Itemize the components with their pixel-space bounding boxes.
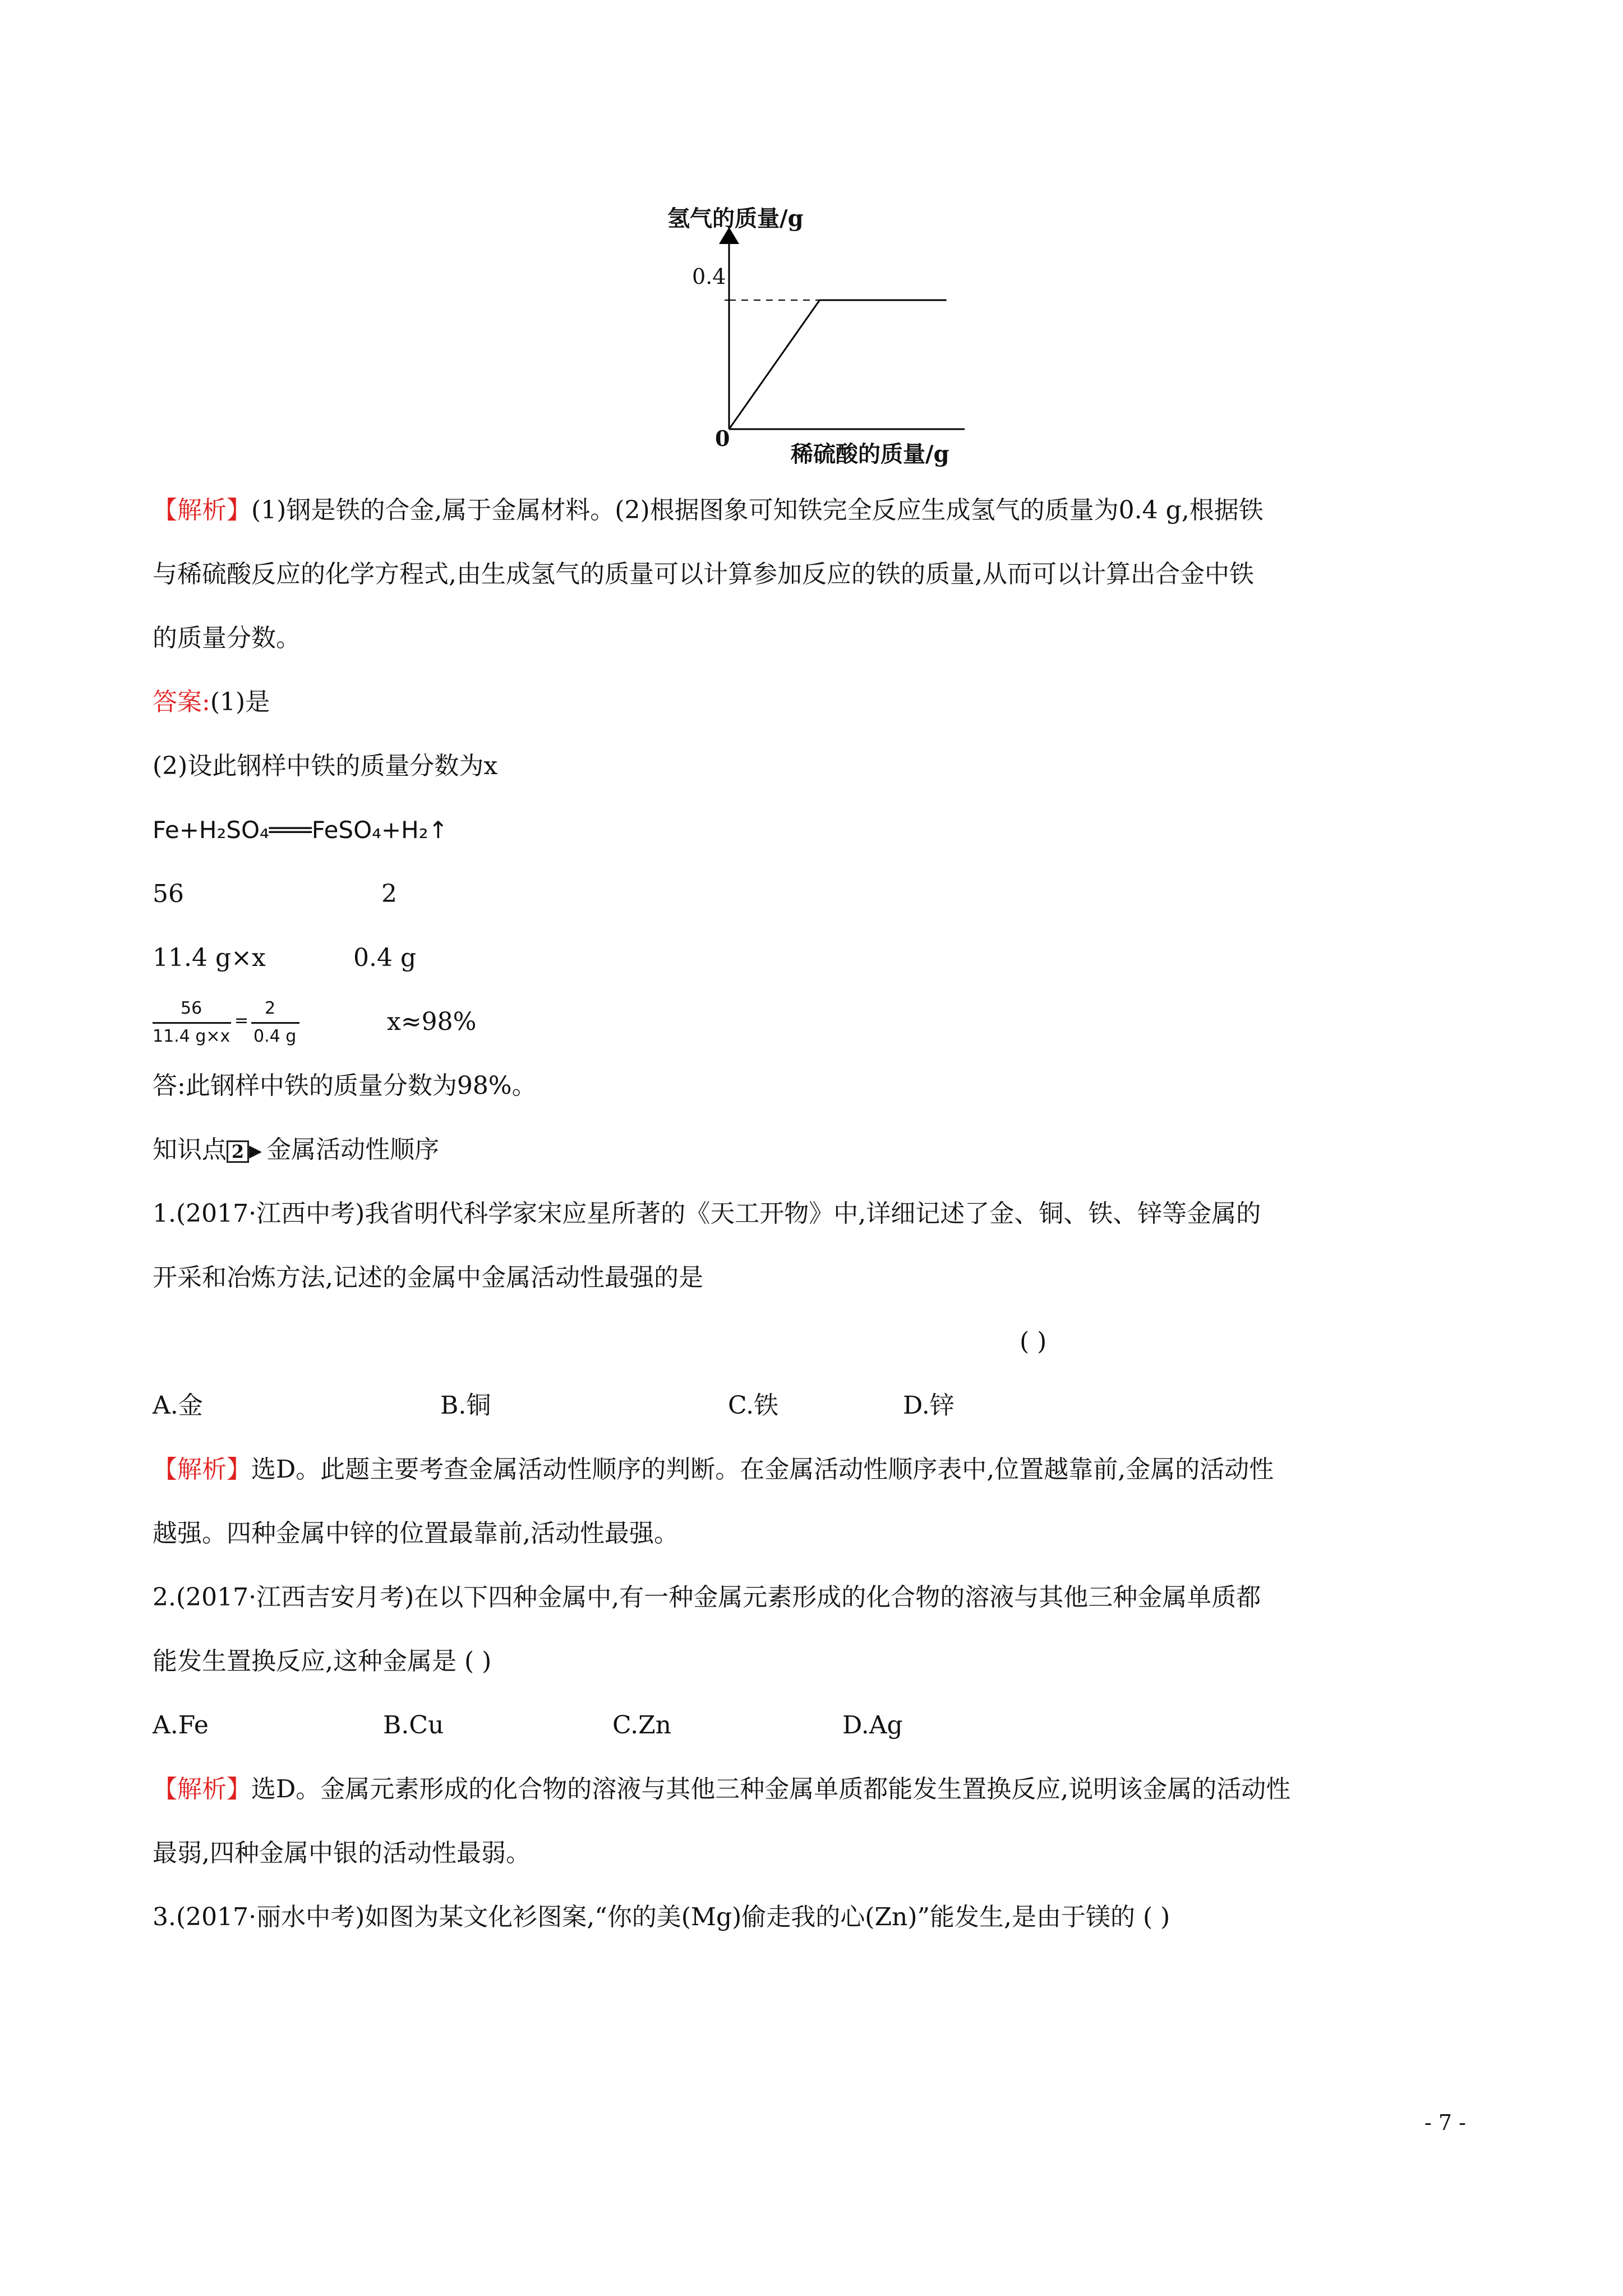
question-1-line-1: 1.(2017·江西中考)我省明代科学家宋应星所著的《天工开物》中,详细记述了金、铜、铁、锌等金属的	[153, 1199, 1261, 1228]
hydrogen-mass-chart	[662, 202, 976, 471]
chart-y-label: 氢气的质量/g	[667, 205, 804, 232]
analysis-1-line-2: 与稀硫酸反应的化学方程式,由生成氢气的质量可以计算参加反应的铁的质量,从而可以计算出合金中铁	[153, 560, 1254, 588]
answer-line-2: (2)设此钢样中铁的质量分数为x	[153, 752, 498, 780]
question-1-option-d: D.锌	[903, 1391, 955, 1420]
mass-h2: 0.4 g	[353, 944, 417, 972]
play-triangle-icon: ▶	[249, 1141, 262, 1161]
analysis-tag: 【解析】	[153, 1775, 251, 1803]
analysis-tag: 【解析】	[153, 1455, 251, 1484]
knowledge-point-number: 2	[227, 1140, 249, 1163]
chart-y-tick-label: 0.4	[692, 264, 726, 289]
analysis-tag: 【解析】	[153, 496, 251, 524]
fraction-1-numerator: 56	[181, 999, 202, 1018]
proportion-formula	[153, 999, 321, 1055]
final-answer: 答:此钢样中铁的质量分数为98%。	[153, 1071, 537, 1100]
question-1-option-c: C.铁	[728, 1391, 779, 1420]
analysis-3-line-2: 最弱,四种金属中银的活动性最弱。	[153, 1839, 531, 1867]
hydrogen-mass-series-line	[729, 300, 947, 429]
analysis-2-line-1: 【解析】选D。此题主要考查金属活动性顺序的判断。在金属活动性顺序表中,位置越靠前,金属的活动性	[153, 1455, 1274, 1484]
chart-origin-label: 0	[715, 426, 730, 451]
fraction-equals: =	[234, 1011, 249, 1030]
question-2-option-a: A.Fe	[153, 1711, 209, 1740]
question-1-line-2: 开采和冶炼方法,记述的金属中金属活动性最强的是	[153, 1263, 703, 1292]
question-2-line-1: 2.(2017·江西吉安月考)在以下四种金属中,有一种金属元素形成的化合物的溶液与其他三种金属单质都	[153, 1583, 1261, 1612]
fraction-1-denominator: 11.4 g×x	[153, 1027, 230, 1046]
mass-fe: 11.4 g×x	[153, 944, 266, 972]
fraction-2-numerator: 2	[265, 999, 276, 1018]
question-1-option-b: B.铜	[440, 1391, 491, 1420]
ratio-h2: 2	[381, 880, 397, 908]
fraction-2-bar	[251, 1022, 299, 1024]
chemical-equation: Fe+H₂SO₄═══FeSO₄+H₂↑	[153, 816, 448, 844]
fraction-1-bar	[153, 1022, 231, 1024]
knowledge-point-heading: 知识点 2 ▶ 金属活动性顺序	[153, 1135, 440, 1164]
question-2-option-c: C.Zn	[612, 1711, 671, 1740]
fraction-result: x≈98%	[387, 1007, 477, 1036]
answer-line-1: 答案:(1)是	[153, 688, 270, 716]
ratio-fe: 56	[153, 880, 184, 908]
question-2-option-b: B.Cu	[383, 1711, 444, 1740]
analysis-2-line-2: 越强。四种金属中锌的位置最靠前,活动性最强。	[153, 1519, 679, 1548]
fraction-2-denominator: 0.4 g	[253, 1027, 297, 1046]
analysis-1-line-1: 【解析】(1)钢是铁的合金,属于金属材料。(2)根据图象可知铁完全反应生成氢气的质量为0.4 g,根据铁	[153, 496, 1264, 524]
chart-svg	[662, 202, 976, 471]
analysis-3-line-1: 【解析】选D。金属元素形成的化合物的溶液与其他三种金属单质都能发生置换反应,说明该金属的活动性	[153, 1775, 1291, 1803]
chart-x-label: 稀硫酸的质量/g	[791, 441, 949, 467]
analysis-1-line-3: 的质量分数。	[153, 624, 301, 652]
page-number: - 7 -	[1424, 2110, 1467, 2135]
question-3-line-1: 3.(2017·丽水中考)如图为某文化衫图案,“你的美(Mg)偷走我的心(Zn)”能发生,是由于镁的 ( )	[153, 1903, 1170, 1931]
question-2-option-d: D.Ag	[842, 1711, 903, 1740]
answer-tag: 答案:	[153, 688, 210, 716]
question-2-line-2: 能发生置换反应,这种金属是 ( )	[153, 1647, 492, 1676]
question-1-option-a: A.金	[153, 1391, 203, 1420]
question-1-answer-blank: ( )	[1020, 1327, 1047, 1356]
